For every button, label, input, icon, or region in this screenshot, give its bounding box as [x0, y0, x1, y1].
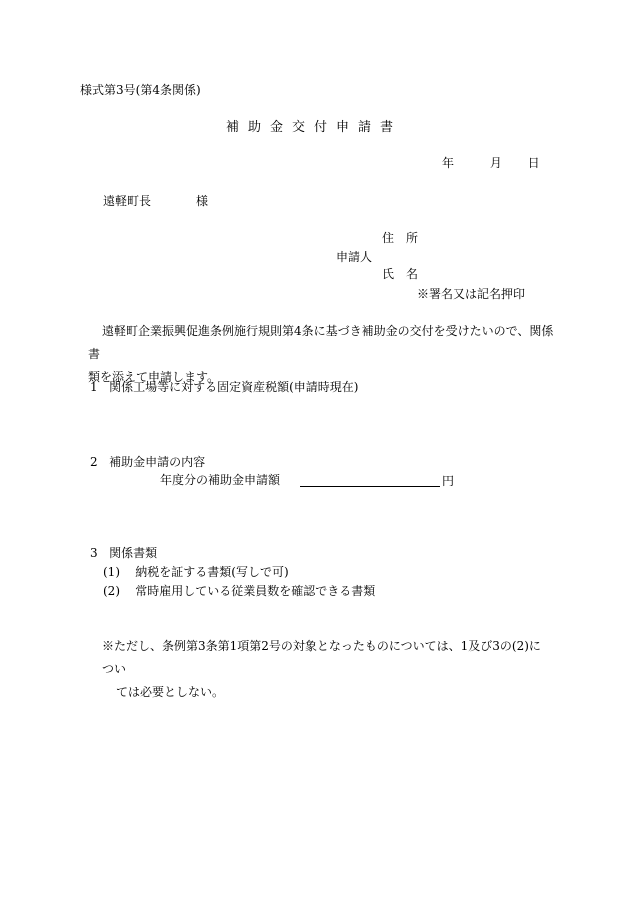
section-2-heading	[90, 456, 205, 468]
date-day: 日	[527, 156, 540, 170]
signature-note: ※署名又は記名押印	[417, 287, 526, 301]
body-text-line2: 類を添えて申請します。	[88, 370, 220, 384]
addressee-honorific: 様	[196, 194, 209, 208]
body-paragraph	[88, 320, 556, 389]
item-1-number: (1)	[103, 565, 120, 579]
subsidy-amount-field	[160, 474, 280, 486]
section-1-number: 1	[90, 380, 98, 394]
section-2-number: 2	[90, 455, 98, 469]
applicant-label: 申請人	[336, 250, 373, 264]
section-1-heading	[90, 381, 358, 393]
item-2-text: 常時雇用している従業員数を確認できる書類	[135, 584, 376, 598]
address-label: 住 所	[382, 231, 419, 245]
document-item-1	[103, 566, 289, 578]
date-month: 月	[489, 156, 502, 170]
subsidy-amount-blank	[300, 474, 454, 487]
section-3-title: 関係書類	[109, 546, 158, 560]
document-title: 補助金交付申請書	[226, 120, 403, 135]
addressee-name: 遠軽町長	[103, 194, 152, 208]
note-line1: ※ただし、条例第3条第1項第2号の対象となったものについては、1及び3の(2)につい	[102, 639, 541, 676]
amount-underline	[300, 474, 440, 487]
document-item-2	[103, 585, 375, 597]
date-line	[442, 157, 540, 169]
note-line2: ては必要としない。	[116, 685, 225, 699]
subsidy-amount-label: 年度分の補助金申請額	[160, 473, 281, 487]
name-label: 氏 名	[382, 267, 419, 281]
date-year: 年	[442, 156, 455, 170]
amount-unit: 円	[442, 474, 455, 488]
item-1-text: 納税を証する書類(写しで可)	[135, 565, 289, 579]
section-1-title: 関係工場等に対する固定資産税額(申請時現在)	[109, 380, 359, 394]
form-number: 様式第3号(第4条関係)	[80, 83, 201, 97]
section-3-heading	[90, 547, 157, 559]
item-2-number: (2)	[103, 584, 120, 598]
exemption-note	[102, 635, 552, 704]
section-3-number: 3	[90, 546, 98, 560]
section-2-title: 補助金申請の内容	[109, 455, 206, 469]
body-text-line1: 遠軽町企業振興促進条例施行規則第4条に基づき補助金の交付を受けたいので、関係書	[88, 324, 554, 361]
